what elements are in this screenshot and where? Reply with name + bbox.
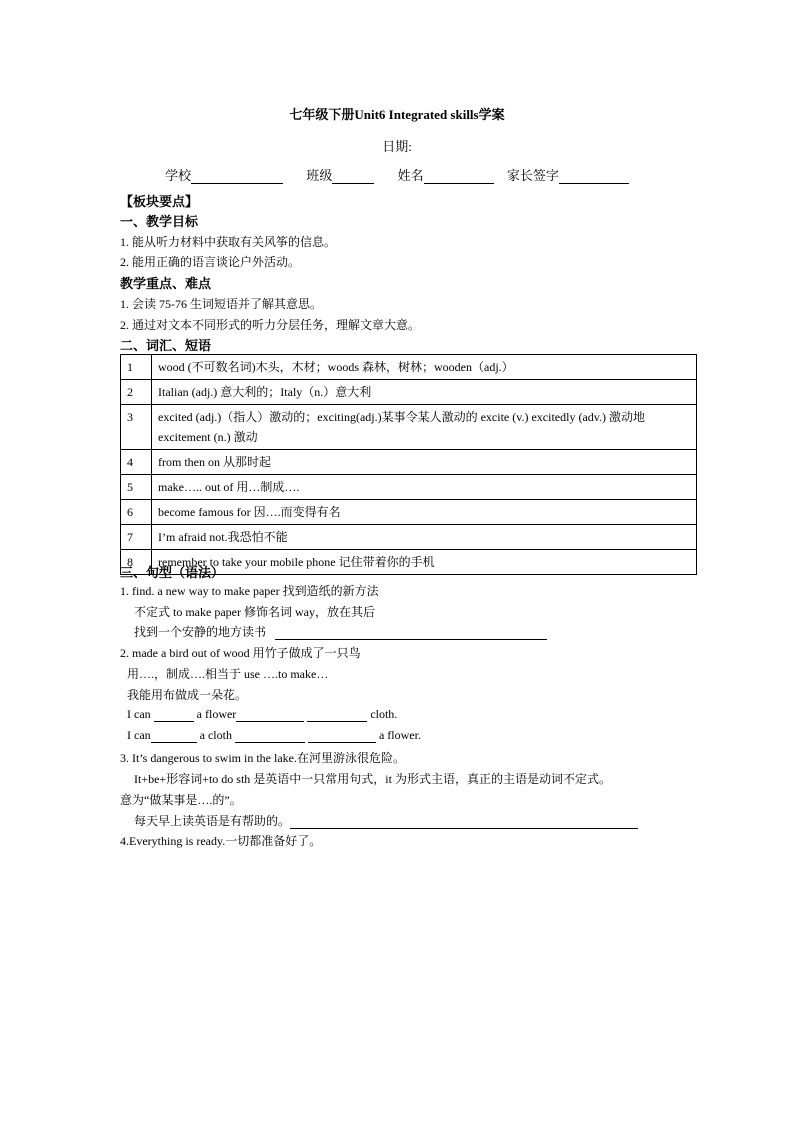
name-label: 姓名: [397, 168, 424, 183]
row-text: make….. out of 用…制成….: [152, 475, 697, 500]
grammar-note-3b: 意为“做某事是….的”。: [120, 793, 242, 807]
grammar-exercise-3: [134, 812, 638, 829]
school-blank[interactable]: [191, 169, 283, 184]
goals-heading: 一、教学目标: [120, 214, 199, 229]
table-row: [121, 405, 697, 450]
grammar-item-3: 3. It’s dangerous to swim in the lake.在河里游泳很危险。: [120, 751, 405, 765]
class-label: 班级: [306, 168, 333, 183]
grammar-note-1: 不定式 to make paper 修饰名词 way，放在其后: [134, 605, 375, 619]
goal-item: 1. 能从听力材料中获取有关风筝的信息。: [120, 235, 337, 249]
exercise-prompt: 每天早上读英语是有帮助的。: [134, 814, 291, 828]
row-text: wood (不可数名词)木头，木材；woods 森林，树林；wooden（adj.）: [152, 355, 697, 380]
page-title: 七年级下册Unit6 Integrated skills学案: [289, 107, 505, 122]
student-info-line: [0, 165, 794, 184]
class-blank[interactable]: [332, 169, 374, 184]
row-text: remember to take your mobile phone 记住带着你的手机: [152, 550, 697, 575]
focus-heading: 教学重点、难点: [120, 276, 212, 291]
answer-blank[interactable]: [290, 816, 638, 829]
focus-item: 1. 会读 75-76 生词短语并了解其意思。: [120, 297, 322, 311]
grammar-item-2: 2. made a bird out of wood 用竹子做成了一只鸟: [120, 646, 361, 660]
parent-signature-blank[interactable]: [559, 169, 629, 184]
answer-blank[interactable]: [307, 709, 367, 722]
school-label: 学校: [165, 168, 192, 183]
date-label: 日期:: [382, 139, 412, 154]
parent-signature-label: 家长签字: [506, 168, 559, 183]
row-number: 2: [121, 380, 152, 405]
grammar-heading: 三、句型（语法）: [120, 565, 225, 580]
row-number: 5: [121, 475, 152, 500]
row-text: from then on 从那时起: [152, 450, 697, 475]
answer-blank[interactable]: [236, 709, 304, 722]
table-row: [121, 475, 697, 500]
grammar-exercise-1: [134, 623, 547, 640]
fill-text: I can: [127, 728, 151, 742]
fill-text: cloth.: [370, 707, 398, 721]
fill-line-2: [127, 728, 421, 743]
key-points-heading: 【板块要点】: [120, 194, 199, 209]
row-text: excited (adj.)（指人）激动的；exciting(adj.)某事令某人激动的 excite (v.) excitedly (adv.) 激动地 excitement (n.) 激动: [152, 405, 697, 450]
row-number: 8: [121, 550, 152, 575]
row-text: Italian (adj.) 意大利的；Italy（n.）意大利: [152, 380, 697, 405]
focus-item: 2. 通过对文本不同形式的听力分层任务，理解文章大意。: [120, 318, 421, 332]
answer-blank[interactable]: [308, 730, 376, 743]
table-row: [121, 500, 697, 525]
row-number: 6: [121, 500, 152, 525]
answer-blank[interactable]: [151, 730, 197, 743]
grammar-note-2: 用….，制成….相当于 use ….to make…: [127, 667, 329, 681]
row-text: become famous for 因….而变得有名: [152, 500, 697, 525]
name-blank[interactable]: [424, 169, 494, 184]
grammar-item-1: 1. find. a new way to make paper 找到造纸的新方法: [120, 584, 379, 598]
fill-line-1: [127, 707, 397, 722]
grammar-item-4: 4.Everything is ready.一切都准备好了。: [120, 834, 322, 848]
fill-text: a flower: [196, 707, 237, 721]
fill-text: I can: [127, 707, 151, 721]
exercise-prompt: 找到一个安静的地方读书: [134, 625, 267, 639]
row-number: 7: [121, 525, 152, 550]
answer-blank[interactable]: [275, 627, 547, 640]
grammar-exercise-2: 我能用布做成一朵花。: [127, 688, 248, 702]
row-number: 3: [121, 405, 152, 450]
fill-text: a flower.: [378, 728, 421, 742]
row-number: 1: [121, 355, 152, 380]
vocab-table: [120, 354, 697, 575]
table-row: [121, 525, 697, 550]
answer-blank[interactable]: [235, 730, 305, 743]
row-number: 4: [121, 450, 152, 475]
table-row: [121, 380, 697, 405]
table-row: [121, 450, 697, 475]
goal-item: 2. 能用正确的语言谈论户外活动。: [120, 255, 301, 269]
table-row: [121, 355, 697, 380]
grammar-note-3: It+be+形容词+to do sth 是英语中一只常用句式，it 为形式主语，真正的主语是动词不定式。: [134, 772, 611, 786]
vocab-heading: 二、词汇、短语: [120, 338, 212, 353]
answer-blank[interactable]: [154, 709, 194, 722]
fill-text: a cloth: [199, 728, 232, 742]
row-text: I’m afraid not.我恐怕不能: [152, 525, 697, 550]
